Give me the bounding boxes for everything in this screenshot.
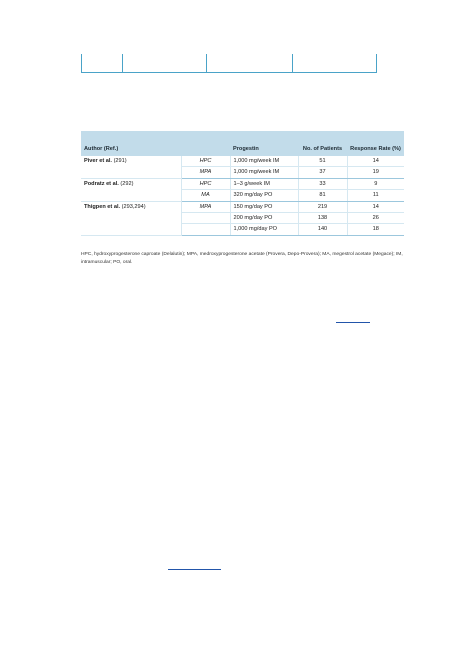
header-response: Response Rate (%)	[347, 131, 404, 156]
header-patients: No. of Patients	[298, 131, 347, 156]
abbr-cell: MPA	[181, 201, 230, 212]
abbr-cell: HPC	[181, 178, 230, 189]
response-cell: 14	[347, 201, 404, 212]
response-cell: 14	[347, 156, 404, 167]
response-cell: 26	[347, 213, 404, 224]
table-rule	[81, 72, 377, 73]
table-row	[81, 156, 404, 167]
header-abbr	[181, 131, 230, 156]
author-name: Piver et al.	[84, 158, 112, 164]
table-header-row	[81, 131, 404, 156]
progestin-table	[81, 131, 404, 236]
patients-cell: 140	[298, 224, 347, 235]
progestin-cell: 1,000 mg/day PO	[230, 224, 298, 235]
abbr-cell: MPA	[181, 167, 230, 178]
table-rule	[292, 54, 293, 73]
progestin-cell: 1–3 g/week IM	[230, 178, 298, 189]
author-ref: (293,294)	[121, 203, 146, 210]
progestin-cell: 320 mg/day PO	[230, 190, 298, 201]
previous-table-fragment	[81, 54, 377, 73]
header-progestin: Progestin	[230, 131, 298, 156]
reference-link-underline[interactable]	[336, 322, 370, 323]
author-cell	[81, 201, 181, 235]
author-name: Thigpen et al.	[84, 203, 121, 210]
table-rule	[376, 54, 377, 73]
response-cell: 19	[347, 167, 404, 178]
author-name: Podratz et al.	[84, 180, 119, 187]
progestin-table-container	[81, 131, 404, 236]
reference-link-underline[interactable]	[168, 569, 221, 570]
progestin-cell: 1,000 mg/week IM	[230, 156, 298, 167]
table-rule	[122, 54, 123, 73]
table-rule	[81, 54, 82, 73]
patients-cell: 37	[298, 167, 347, 178]
table-row	[81, 201, 404, 212]
table-footnote: HPC, hydroxyprogesterone caproate (Delalutin); MPA, medroxyprogesterone acetate (Provera, Depo-Provera); MA, megestrol acetate (Megace); IM, intramuscular; PO, oral.	[81, 252, 403, 265]
patients-cell: 51	[298, 156, 347, 167]
author-ref: (291)	[113, 158, 127, 164]
author-cell	[81, 178, 181, 201]
patients-cell: 33	[298, 178, 347, 189]
table-row	[81, 178, 404, 189]
author-ref: (292)	[120, 180, 134, 187]
response-cell: 11	[347, 190, 404, 201]
response-cell: 9	[347, 178, 404, 189]
header-author: Author (Ref.)	[81, 131, 181, 156]
table-rule	[206, 54, 207, 73]
patients-cell: 81	[298, 190, 347, 201]
patients-cell: 138	[298, 213, 347, 224]
progestin-cell: 200 mg/day PO	[230, 213, 298, 224]
abbr-cell: HPC	[181, 156, 230, 167]
abbr-cell	[181, 224, 230, 235]
abbr-cell	[181, 213, 230, 224]
patients-cell: 219	[298, 201, 347, 212]
progestin-cell: 150 mg/day PO	[230, 201, 298, 212]
abbr-cell: MA	[181, 190, 230, 201]
response-cell: 18	[347, 224, 404, 235]
author-cell	[81, 156, 181, 178]
progestin-cell: 1,000 mg/week IM	[230, 167, 298, 178]
